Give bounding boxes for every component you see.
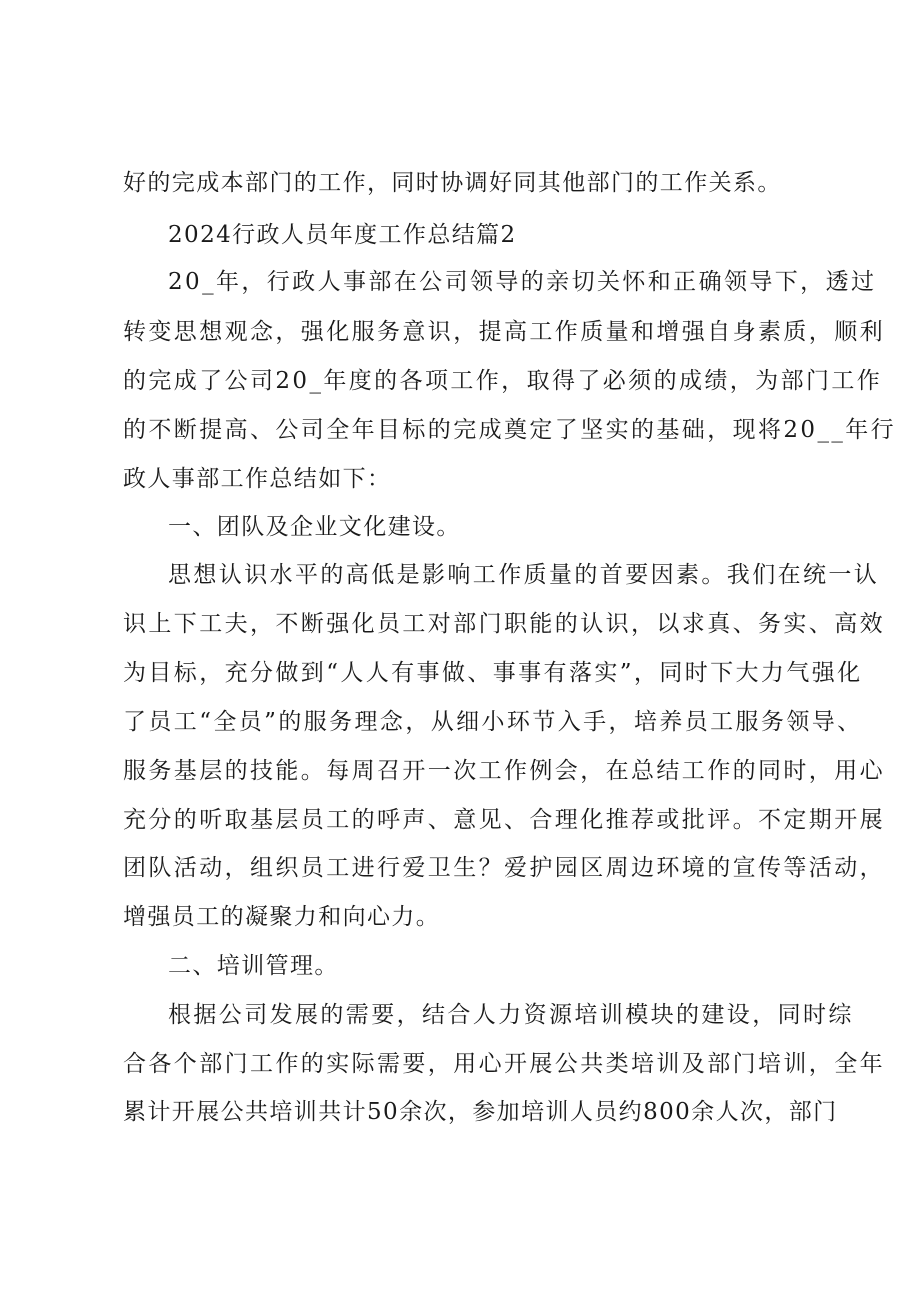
text-line: 好的完成本部门的工作，同时协调好同其他部门的工作关系。 [123, 170, 782, 196]
section-heading: 2024行政人员年度工作总结篇2 [168, 222, 517, 248]
text-line: 团队活动，组织员工进行爱卫生？爱护园区周边环境的宣传等活动， [123, 855, 885, 881]
text-line: 的完成了公司20_年度的各项工作，取得了必须的成绩，为部门工作 [123, 368, 883, 394]
text-line: 为目标，充分做到“人人有事做、事事有落实”，同时下大力气强化 [123, 660, 863, 686]
text-line: 转变思想观念，强化服务意识，提高工作质量和增强自身素质，顺利 [123, 319, 885, 345]
text-line: 合各个部门工作的实际需要，用心开展公共类培训及部门培训，全年 [123, 1051, 885, 1077]
text-line: 的不断提高、公司全年目标的完成奠定了坚实的基础，现将20__年行 [123, 417, 897, 443]
text-line: 增强员工的凝聚力和向心力。 [123, 904, 441, 930]
text-line: 了员工“全员”的服务理念，从细小环节入手，培养员工服务领导、 [123, 709, 863, 735]
text-line: 累计开展公共培训共计50余次，参加培训人员约800余人次，部门 [123, 1099, 838, 1125]
text-line: 识上下工夫，不断强化员工对部门职能的认识，以求真、务实、高效 [123, 611, 885, 637]
text-line: 充分的听取基层员工的呼声、意见、合理化推荐或批评。不定期开展 [123, 807, 885, 833]
text-line: 服务基层的技能。每周召开一次工作例会，在总结工作的同时，用心 [123, 758, 885, 784]
text-line: 政人事部工作总结如下： [123, 466, 392, 492]
section-heading: 一、团队及企业文化建设。 [168, 514, 461, 540]
text-line: 思想认识水平的高低是影响工作质量的首要因素。我们在统一认 [168, 562, 880, 588]
section-heading: 二、培训管理。 [168, 953, 339, 979]
text-line: 根据公司发展的需要，结合人力资源培训模块的建设，同时综 [168, 1002, 854, 1028]
text-line: 20_年，行政人事部在公司领导的亲切关怀和正确领导下，透过 [168, 269, 877, 295]
